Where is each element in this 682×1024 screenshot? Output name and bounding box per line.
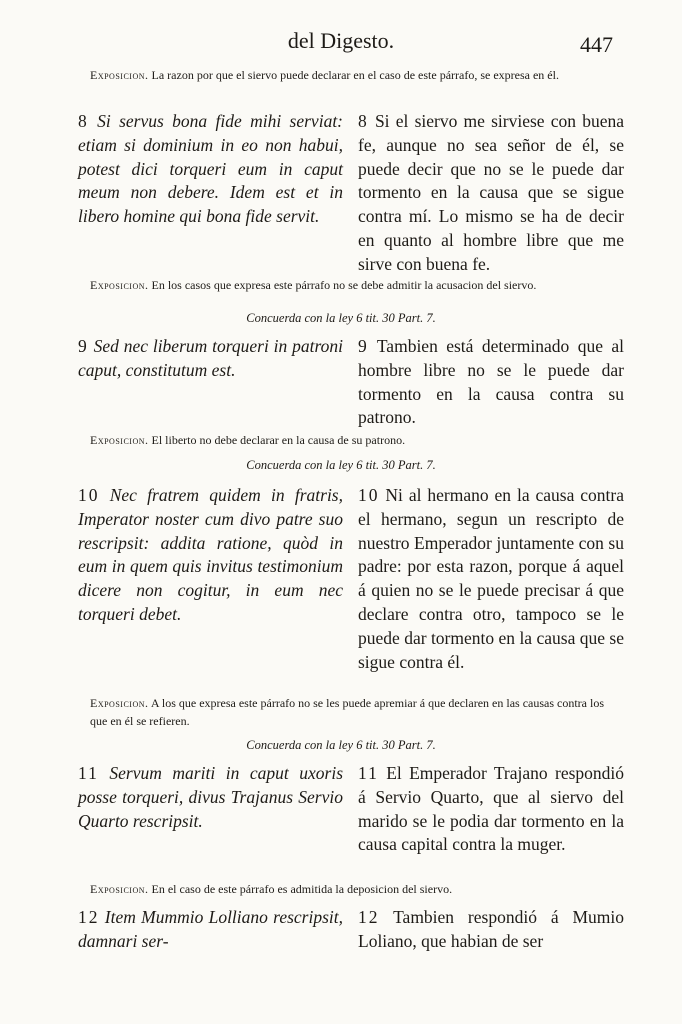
paragraph-number: 10: [78, 485, 100, 505]
spanish-text: El Emperador Trajano respondió á Servio Quarto, que al siervo del marido se le podia dar tormento en la causa capital contra la muger.: [358, 763, 625, 855]
spanish-paragraph: [358, 335, 624, 430]
latin-paragraph: [78, 110, 343, 229]
exposicion-label: Exposicion.: [90, 696, 149, 710]
concordance-note: Concuerda con la ley 6 tit. 30 Part. 7.: [246, 738, 436, 752]
latin-text: Sed nec liberum torqueri in patroni caput, constitutum est.: [78, 336, 344, 380]
exposicion-text: El liberto no debe declarar en la causa de su patrono.: [151, 433, 406, 447]
latin-paragraph: [78, 335, 343, 383]
exposicion-label: Exposicion.: [90, 882, 149, 896]
spanish-text: Si el siervo me sirviese con buena fe, aunque no sea señor de él, se puede decir que no se le puede dar tormento en la causa que se sigue contra mí. Lo mismo se ha de decir en quanto al hombre libre que me sirve con buena fe.: [358, 111, 624, 274]
exposicion-note: [90, 276, 620, 294]
spanish-paragraph: [358, 762, 624, 857]
spanish-paragraph: [358, 110, 624, 277]
spanish-paragraph: [358, 906, 624, 954]
running-header-title: del Digesto.: [287, 28, 395, 53]
paragraph-number: 8: [78, 111, 89, 131]
spanish-paragraph: [358, 484, 624, 674]
paragraph-number: 9: [78, 336, 89, 356]
latin-text: Servum mariti in caput uxoris posse torqueri, divus Trajanus Servio Quarto rescripsit.: [78, 763, 343, 831]
paragraph-number: 9: [358, 336, 369, 356]
latin-text: Nec fratrem quidem in fratris, Imperator noster cum divo patre suo rescripsit: addita ratione, quòd in eum in quem quis invitus testimonium dicere non cogitur, in eum nec torqueri debet.: [78, 485, 343, 624]
latin-text: Si servus bona fide mihi serviat: etiam si dominium in eo non habui, potest dici torqueri eum in caput meum non debere. Idem est et in libero homine qui bona fide servit.: [78, 111, 344, 227]
exposicion-label: Exposicion.: [90, 433, 149, 447]
exposicion-text: La razon por que el siervo puede declarar en el caso de este párrafo, se expresa en él.: [151, 68, 559, 82]
paragraph-number: 11: [78, 763, 99, 783]
paragraph-number: 10: [358, 485, 380, 505]
exposicion-text: En el caso de este párrafo es admitida la deposicion del siervo.: [151, 882, 453, 896]
exposicion-text: En los casos que expresa este párrafo no se debe admitir la acusacion del siervo.: [151, 278, 537, 292]
exposicion-label: Exposicion.: [90, 68, 149, 82]
paragraph-number: 8: [358, 111, 369, 131]
exposicion-note: [90, 880, 620, 898]
exposicion-note: [90, 694, 620, 730]
latin-text: Item Mummio Lolliano rescripsit, damnari ser-: [78, 907, 344, 951]
latin-paragraph: [78, 484, 343, 627]
spanish-text: Tambien respondió á Mumio Loliano, que habian de ser: [358, 907, 625, 951]
exposicion-note: [90, 431, 620, 449]
paragraph-number: 12: [358, 907, 380, 927]
spanish-text: Tambien está determinado que al hombre libre no se le puede dar tormento en la causa contra su patrono.: [358, 336, 625, 428]
paragraph-number: 11: [358, 763, 379, 783]
page-number: 447: [580, 32, 613, 57]
latin-paragraph: [78, 906, 343, 954]
exposicion-label: Exposicion.: [90, 278, 149, 292]
spanish-text: Ni al hermano en la causa contra el hermano, segun un rescripto de nuestro Emperador juntamente con su padre: por esta razon, porque á aquel á quien no se le puede precisar á que declare contra otro, tampoco se le puede dar tormento en la causa que se sigue contra él.: [358, 485, 625, 672]
latin-paragraph: [78, 762, 343, 833]
exposicion-text: A los que expresa este párrafo no se les puede apremiar á que declaren en las causas contra los que en él se refieren.: [90, 696, 604, 728]
concordance-note: Concuerda con la ley 6 tit. 30 Part. 7.: [246, 311, 436, 325]
exposicion-note: [90, 66, 620, 84]
paragraph-number: 12: [78, 907, 100, 927]
concordance-note: Concuerda con la ley 6 tit. 30 Part. 7.: [246, 458, 436, 472]
